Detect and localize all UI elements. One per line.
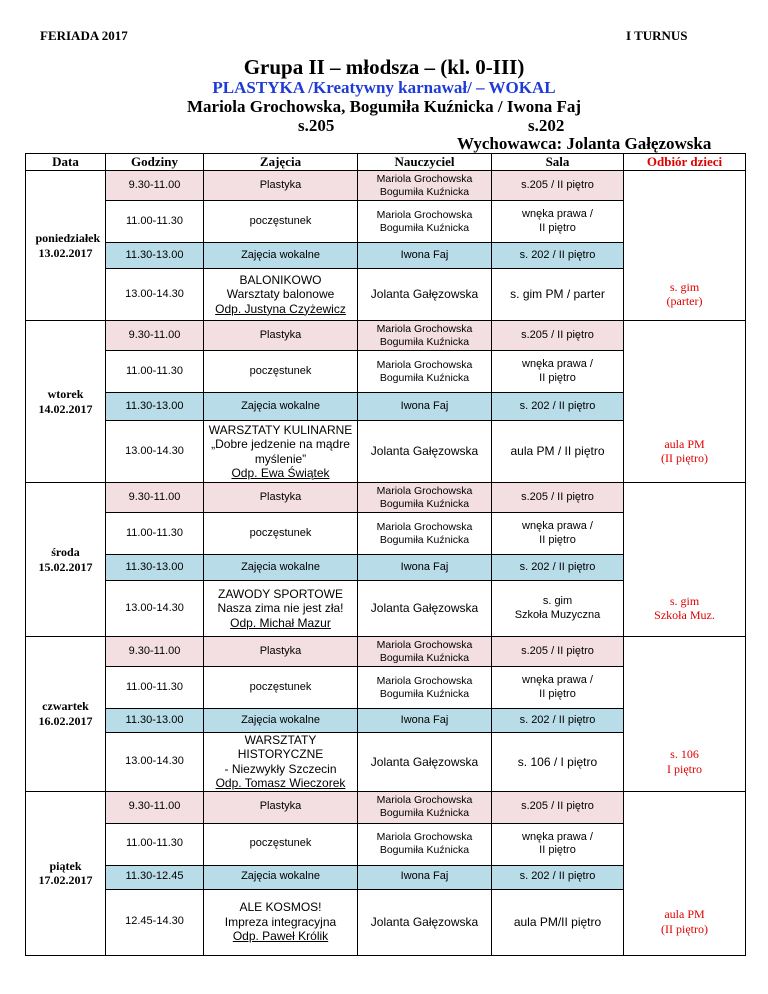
time-cell: 9.30-11.00 [106, 791, 204, 823]
teacher-cell [358, 637, 492, 667]
room-cell: s. 202 / II piętro [492, 393, 624, 421]
table-row [26, 421, 746, 483]
teacher-cell [358, 513, 492, 555]
teacher-name: Bogumiła Kuźnicka [379, 185, 470, 198]
teacher-cell: Iwona Faj [358, 243, 492, 269]
teacher-name: Mariola Grochowska [376, 322, 473, 335]
room-line: wnęka prawa / [522, 674, 593, 687]
teacher-name: Mariola Grochowska [376, 358, 473, 371]
day-label: środa 15.02.2017 [38, 545, 93, 574]
time-cell: 13.00-14.30 [106, 733, 204, 792]
room-line: II piętro [539, 533, 576, 546]
room-202: s.202 [528, 116, 565, 135]
event-line: Nasza zima nie jest zła! [217, 601, 344, 616]
teacher-cell: Iwona Faj [358, 393, 492, 421]
pickup-line: aula PM [664, 907, 705, 922]
room-cell [492, 823, 624, 865]
activity-cell: poczęstunek [204, 351, 358, 393]
teacher-name: Mariola Grochowska [376, 794, 473, 807]
time-cell: 9.30-11.00 [106, 637, 204, 667]
teacher-cell [358, 667, 492, 709]
activity-cell: Zajęcia wokalne [204, 393, 358, 421]
room-cell: s. 202 / II piętro [492, 709, 624, 733]
event-cell [204, 733, 358, 792]
teacher-cell [358, 321, 492, 351]
teacher-cell [358, 791, 492, 823]
pickup-blank [624, 637, 746, 733]
tutor-line: Wychowawca: Jolanta Gałęzowska [457, 134, 712, 153]
activity-cell: Plastyka [204, 321, 358, 351]
activity-cell: Zajęcia wokalne [204, 243, 358, 269]
pickup-line: s. 106 [670, 747, 699, 762]
time-cell: 11.00-11.30 [106, 823, 204, 865]
teacher-name: Bogumiła Kuźnicka [379, 807, 470, 820]
teacher-cell: Jolanta Gałęzowska [358, 421, 492, 483]
event-line: Warsztaty balonowe [226, 287, 335, 302]
event-title: ZAWODY SPORTOWE [218, 586, 343, 601]
teacher-name: Bogumiła Kuźnicka [379, 335, 470, 348]
activity-cell: Zajęcia wokalne [204, 555, 358, 581]
teacher-name: Mariola Grochowska [376, 520, 473, 533]
event-line: myślenie” [254, 451, 307, 466]
teacher-cell: Iwona Faj [358, 865, 492, 889]
room-cell: s.205 / II piętro [492, 321, 624, 351]
activity-cell: poczęstunek [204, 823, 358, 865]
table-row [26, 733, 746, 792]
activity-cell: Zajęcia wokalne [204, 865, 358, 889]
teacher-name: Bogumiła Kuźnicka [379, 221, 470, 234]
teacher-name: Bogumiła Kuźnicka [379, 371, 470, 384]
pickup-blank [624, 791, 746, 889]
pickup-blank [624, 483, 746, 581]
room-line: II piętro [539, 687, 576, 700]
teacher-cell: Jolanta Gałęzowska [358, 889, 492, 955]
room-line: Szkoła Muzyczna [514, 608, 601, 621]
table-row [26, 889, 746, 955]
room-line: s. gim [542, 595, 573, 608]
time-cell: 13.00-14.30 [106, 269, 204, 321]
teacher-cell [358, 171, 492, 201]
teacher-cell: Iwona Faj [358, 555, 492, 581]
pickup-cell [624, 733, 746, 792]
event-title: ALE KOSMOS! [239, 900, 322, 915]
table-row [26, 321, 746, 351]
activity-cell: poczęstunek [204, 667, 358, 709]
time-cell: 9.30-11.00 [106, 483, 204, 513]
room-cell: aula PM / II piętro [492, 421, 624, 483]
room-line: II piętro [539, 844, 576, 857]
room-cell: aula PM/II piętro [492, 889, 624, 955]
room-cell: s. 106 / I piętro [492, 733, 624, 792]
pickup-line: (II piętro) [661, 921, 708, 936]
room-line: wnęka prawa / [522, 208, 593, 221]
teacher-cell: Jolanta Gałęzowska [358, 733, 492, 792]
teacher-cell: Jolanta Gałęzowska [358, 269, 492, 321]
event-line: Impreza integracyjna [224, 914, 337, 929]
event-cell [204, 581, 358, 637]
day-cell [26, 637, 106, 792]
activity-cell: Zajęcia wokalne [204, 709, 358, 733]
header-right: I TURNUS [626, 28, 688, 43]
teacher-name: Bogumiła Kuźnicka [379, 687, 470, 700]
event-cell [204, 889, 358, 955]
event-responsible: Odp. Ewa Świątek [231, 465, 330, 480]
col-nauczyciel: Nauczyciel [358, 154, 492, 171]
time-cell: 11.30-13.00 [106, 393, 204, 421]
event-title: BALONIKOWO [239, 272, 322, 287]
room-cell: s.205 / II piętro [492, 171, 624, 201]
activity-cell: poczęstunek [204, 513, 358, 555]
day-label: piątek 17.02.2017 [38, 858, 93, 888]
time-cell: 13.00-14.30 [106, 581, 204, 637]
room-cell: s. 202 / II piętro [492, 243, 624, 269]
pickup-line: s. gim [669, 593, 700, 608]
col-data: Data [26, 154, 106, 171]
header-row [26, 154, 746, 171]
room-line: wnęka prawa / [522, 520, 593, 533]
activity-cell: Plastyka [204, 791, 358, 823]
event-responsible: Odp. Tomasz Wieczorek [215, 776, 346, 791]
room-cell: s. gim PM / parter [492, 269, 624, 321]
day-label: poniedziałek 13.02.2017 [35, 231, 101, 260]
room-cell: s.205 / II piętro [492, 637, 624, 667]
teacher-cell: Iwona Faj [358, 709, 492, 733]
teachers-line: Mariola Grochowska, Bogumiła Kuźnicka / Iwona Faj [186, 97, 581, 116]
table-row [26, 483, 746, 513]
event-responsible: Odp. Michał Mazur [230, 615, 331, 630]
event-title: WARSZTATY KULINARNE [208, 422, 353, 437]
page-subtitle: PLASTYKA /Kreatywny karnawał/ – WOKAL [212, 78, 556, 97]
pickup-cell [624, 889, 746, 955]
room-line: wnęka prawa / [522, 830, 593, 843]
teacher-name: Bogumiła Kuźnicka [379, 844, 470, 857]
day-cell [26, 791, 106, 955]
pickup-line: (II piętro) [661, 451, 708, 466]
room-cell [492, 581, 624, 637]
event-responsible: Odp. Justyna Czyżewicz [215, 301, 346, 316]
activity-cell: Plastyka [204, 637, 358, 667]
room-cell: s. 202 / II piętro [492, 865, 624, 889]
activity-cell: poczęstunek [204, 201, 358, 243]
room-line: II piętro [539, 371, 576, 384]
time-cell: 11.30-12.45 [106, 865, 204, 889]
pickup-blank [624, 321, 746, 421]
pickup-blank [624, 171, 746, 269]
event-line: „Dobre jedzenie na mądre [211, 437, 350, 452]
teacher-name: Mariola Grochowska [376, 674, 473, 687]
activity-cell: Plastyka [204, 171, 358, 201]
teacher-name: Bogumiła Kuźnicka [379, 533, 470, 546]
pickup-line: (parter) [666, 294, 703, 309]
teacher-cell [358, 483, 492, 513]
pickup-line: Szkoła Muz. [654, 608, 715, 623]
schedule-table [25, 153, 746, 956]
header-left: FERIADA 2017 [40, 28, 128, 43]
col-sala: Sala [492, 154, 624, 171]
time-cell: 11.30-13.00 [106, 243, 204, 269]
table-row [26, 171, 746, 201]
event-title: WARSZTATY [244, 733, 317, 747]
room-line: II piętro [539, 221, 576, 234]
time-cell: 11.00-11.30 [106, 667, 204, 709]
teacher-cell [358, 823, 492, 865]
day-cell [26, 321, 106, 483]
room-205: s.205 [298, 116, 335, 135]
time-cell: 12.45-14.30 [106, 889, 204, 955]
pickup-cell [624, 581, 746, 637]
time-cell: 11.30-13.00 [106, 555, 204, 581]
teacher-name: Mariola Grochowska [376, 638, 473, 651]
room-line: wnęka prawa / [522, 358, 593, 371]
time-cell: 11.00-11.30 [106, 513, 204, 555]
day-label: wtorek 14.02.2017 [38, 387, 93, 416]
teacher-name: Mariola Grochowska [376, 484, 473, 497]
time-cell: 13.00-14.30 [106, 421, 204, 483]
room-cell [492, 351, 624, 393]
time-cell: 11.00-11.30 [106, 351, 204, 393]
teacher-cell [358, 351, 492, 393]
event-line: HISTORYCZNE [237, 747, 324, 762]
table-row [26, 581, 746, 637]
activity-cell: Plastyka [204, 483, 358, 513]
teacher-name: Mariola Grochowska [376, 831, 473, 844]
col-zajecia: Zajęcia [204, 154, 358, 171]
teacher-name: Mariola Grochowska [376, 208, 473, 221]
event-cell [204, 269, 358, 321]
time-cell: 11.30-13.00 [106, 709, 204, 733]
col-godziny: Godziny [106, 154, 204, 171]
event-line: - Niezwykły Szczecin [224, 761, 337, 776]
time-cell: 9.30-11.00 [106, 171, 204, 201]
teacher-cell [358, 201, 492, 243]
event-responsible: Odp. Paweł Królik [232, 929, 329, 944]
room-cell: s.205 / II piętro [492, 791, 624, 823]
event-cell [204, 421, 358, 483]
table-row [26, 269, 746, 321]
pickup-line: aula PM [664, 436, 705, 451]
room-cell: s.205 / II piętro [492, 483, 624, 513]
room-cell [492, 201, 624, 243]
teacher-name: Bogumiła Kuźnicka [379, 651, 470, 664]
pickup-line: I piętro [667, 761, 702, 776]
pickup-line: s. gim [669, 279, 700, 294]
room-cell [492, 513, 624, 555]
table-row [26, 637, 746, 667]
col-odbior: Odbiór dzieci [624, 154, 746, 171]
pickup-cell [624, 421, 746, 483]
teacher-cell: Jolanta Gałęzowska [358, 581, 492, 637]
room-cell [492, 667, 624, 709]
day-cell [26, 171, 106, 321]
room-cell: s. 202 / II piętro [492, 555, 624, 581]
day-cell [26, 483, 106, 637]
time-cell: 9.30-11.00 [106, 321, 204, 351]
teacher-name: Mariola Grochowska [376, 172, 473, 185]
table-row [26, 791, 746, 823]
time-cell: 11.00-11.30 [106, 201, 204, 243]
day-label: czwartek 16.02.2017 [38, 699, 93, 728]
teacher-name: Bogumiła Kuźnicka [379, 497, 470, 510]
page-title: Grupa II – młodsza – (kl. 0-III) [243, 55, 525, 79]
pickup-cell [624, 269, 746, 321]
